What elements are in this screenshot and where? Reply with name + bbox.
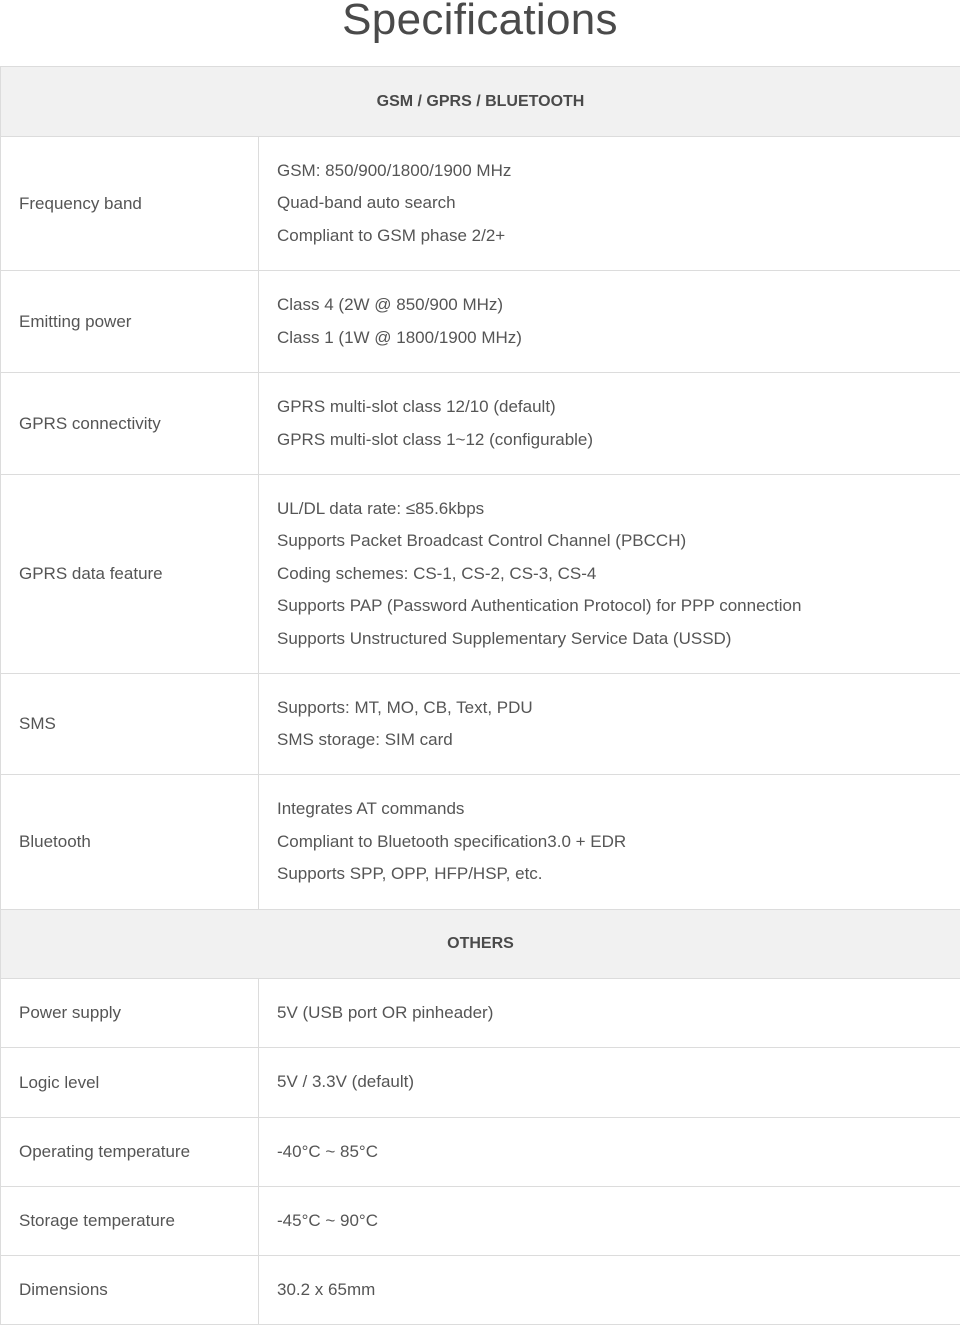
value-line: Supports SPP, OPP, HFP/HSP, etc. — [277, 864, 543, 884]
table-row — [1, 674, 960, 775]
value-line: GPRS multi-slot class 1~12 (configurable) — [277, 429, 594, 449]
row-label: Emitting power — [1, 271, 259, 373]
row-label: Bluetooth — [1, 775, 259, 910]
row-value — [259, 674, 960, 775]
value-line: GSM: 850/900/1800/1900 MHz — [277, 160, 512, 180]
section-heading: GSM / GPRS / BLUETOOTH — [1, 67, 960, 137]
row-label: SMS — [1, 674, 259, 775]
row-value — [259, 475, 960, 674]
value-line: Supports Unstructured Supplementary Service Data (USSD) — [277, 628, 732, 648]
row-label: GPRS connectivity — [1, 373, 259, 475]
row-value — [259, 979, 960, 1048]
row-value — [259, 1118, 960, 1187]
value-line: 30.2 x 65mm — [277, 1279, 376, 1299]
table-row — [1, 775, 960, 910]
specifications-table — [0, 66, 960, 1325]
value-line: -40°C ~ 85°C — [277, 1141, 379, 1161]
table-row — [1, 373, 960, 475]
table-row — [1, 1118, 960, 1187]
table-row — [1, 475, 960, 674]
table-row — [1, 1187, 960, 1256]
row-value — [259, 137, 960, 271]
row-value — [259, 271, 960, 373]
row-value — [259, 1048, 960, 1118]
value-line: Integrates AT commands — [277, 799, 465, 819]
value-line: SMS storage: SIM card — [277, 730, 453, 749]
row-label: Operating temperature — [1, 1118, 259, 1187]
value-line: 5V (USB port OR pinheader) — [277, 1002, 494, 1022]
table-row — [1, 137, 960, 271]
section-header — [1, 67, 960, 137]
row-value — [259, 1256, 960, 1325]
value-line: Quad-band auto search — [277, 193, 456, 213]
value-line: Class 4 (2W @ 850/900 MHz) — [277, 295, 504, 314]
table-row — [1, 1256, 960, 1325]
row-label: Frequency band — [1, 137, 259, 271]
row-label: GPRS data feature — [1, 475, 259, 674]
section-header — [1, 910, 960, 979]
row-value — [259, 775, 960, 910]
table-row — [1, 1048, 960, 1118]
value-line: Compliant to GSM phase 2/2+ — [277, 225, 506, 245]
row-label: Power supply — [1, 979, 259, 1048]
table-row — [1, 979, 960, 1048]
value-line: GPRS multi-slot class 12/10 (default) — [277, 397, 556, 416]
value-line: Class 1 (1W @ 1800/1900 MHz) — [277, 327, 522, 347]
value-line: Supports: MT, MO, CB, Text, PDU — [277, 697, 533, 717]
row-label: Logic level — [1, 1048, 259, 1118]
value-line: 5V / 3.3V (default) — [277, 1072, 415, 1092]
row-label: Storage temperature — [1, 1187, 259, 1256]
table-row — [1, 271, 960, 373]
section-heading: OTHERS — [1, 910, 960, 979]
row-value — [259, 373, 960, 475]
value-line: Supports Packet Broadcast Control Channel (PBCCH) — [277, 531, 687, 551]
row-label: Dimensions — [1, 1256, 259, 1325]
value-line: Supports PAP (Password Authentication Protocol) for PPP connection — [277, 596, 802, 616]
value-line: -45°C ~ 90°C — [277, 1210, 379, 1230]
value-line: Compliant to Bluetooth specification3.0 + EDR — [277, 831, 627, 851]
value-line: Coding schemes: CS-1, CS-2, CS-3, CS-4 — [277, 563, 597, 583]
value-line: UL/DL data rate: ≤85.6kbps — [277, 498, 485, 518]
page-title: Specifications — [342, 0, 618, 44]
row-value — [259, 1187, 960, 1256]
